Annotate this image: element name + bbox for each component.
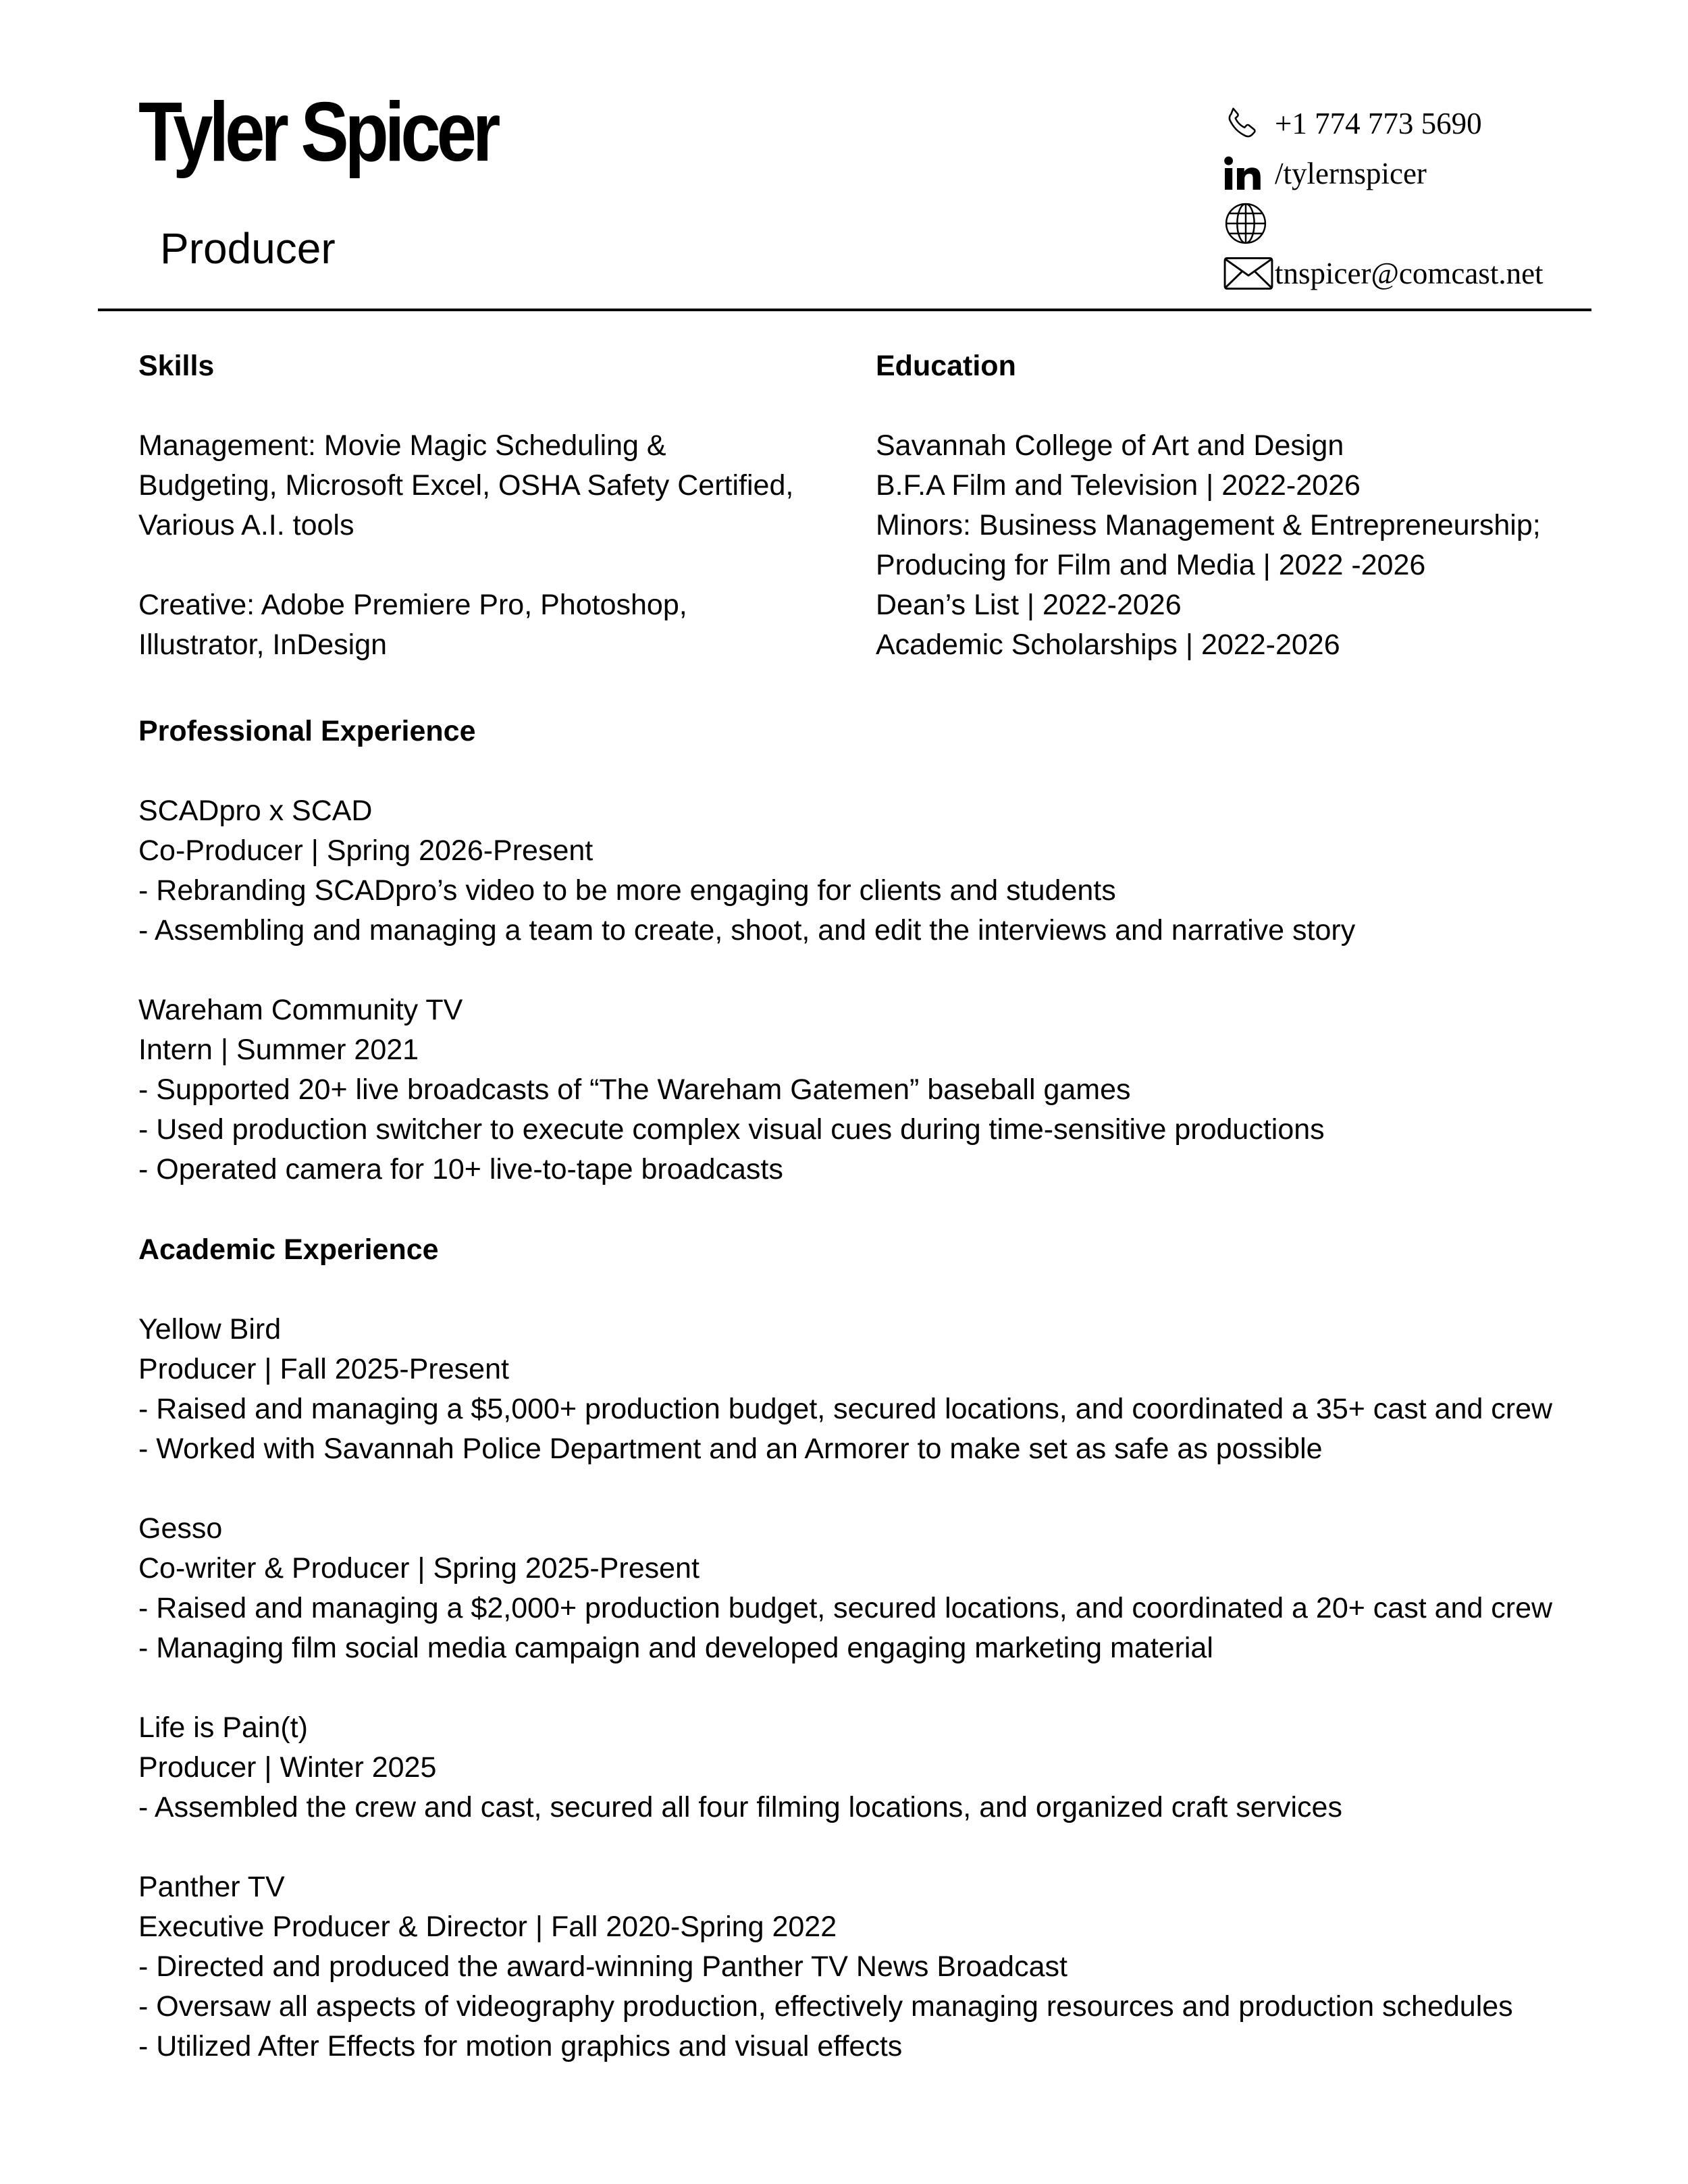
- entry-org: Wareham Community TV: [138, 994, 463, 1026]
- experience-entry-gesso: [138, 1509, 1664, 1668]
- entry-org: Panther TV: [138, 1871, 285, 1903]
- entry-bullet: - Worked with Savannah Police Department and an Armorer to make set as safe as possible: [138, 1433, 1323, 1465]
- skills-line: Various A.I. tools: [138, 509, 354, 541]
- entry-bullet: - Raised and managing a $5,000+ production budget, secured locations, and coordinated a 35+ cast and crew: [138, 1393, 1553, 1425]
- education-line: Dean’s List | 2022-2026: [876, 589, 1182, 621]
- education-line: Academic Scholarships | 2022-2026: [876, 629, 1340, 661]
- entry-title: Executive Producer & Director | Fall 2020-Spring 2022: [138, 1911, 837, 1943]
- education-line: Producing for Film and Media | 2022 -2026: [876, 549, 1426, 581]
- linkedin-handle[interactable]: /tylernspicer: [1275, 157, 1427, 190]
- phone-icon: [1223, 103, 1275, 144]
- mail-icon: [1223, 252, 1275, 294]
- experience-sections: [138, 712, 1664, 2067]
- applicant-role: Producer: [160, 224, 336, 273]
- entry-title: Co-writer & Producer | Spring 2025-Present: [138, 1552, 700, 1584]
- entry-bullet: - Used production switcher to execute complex visual cues during time-sensitive productions: [138, 1113, 1325, 1146]
- contact-email: [1223, 248, 1544, 298]
- entry-bullet: - Supported 20+ live broadcasts of “The Wareham Gatemen” baseball games: [138, 1073, 1131, 1106]
- entry-title: Co-Producer | Spring 2026-Present: [138, 834, 594, 867]
- entry-bullet: - Operated camera for 10+ live-to-tape broadcasts: [138, 1153, 783, 1186]
- skills-line: Illustrator, InDesign: [138, 629, 388, 661]
- experience-entry-yellow-bird: [138, 1310, 1664, 1469]
- header-divider: [98, 309, 1591, 311]
- entry-bullet: - Utilized After Effects for motion graphics and visual effects: [138, 2030, 903, 2062]
- skills-heading: Skills: [138, 350, 215, 382]
- education-line: Minors: Business Management & Entrepreneurship;: [876, 509, 1541, 541]
- skills-section: [138, 346, 847, 665]
- experience-entry-scadpro: [138, 791, 1664, 951]
- entry-bullet: - Managing film social media campaign and developed engaging marketing material: [138, 1632, 1213, 1664]
- professional-heading: Professional Experience: [138, 715, 476, 747]
- entry-title: Intern | Summer 2021: [138, 1034, 419, 1066]
- entry-bullet: - Raised and managing a $2,000+ production budget, secured locations, and coordinated a 20+ cast and crew: [138, 1592, 1553, 1624]
- contact-block: [1223, 99, 1544, 298]
- globe-icon: [1223, 203, 1275, 244]
- entry-bullet: - Assembling and managing a team to create, shoot, and edit the interviews and narrative story: [138, 914, 1356, 947]
- entry-title: Producer | Fall 2025-Present: [138, 1353, 509, 1385]
- education-section: [876, 346, 1652, 665]
- entry-bullet: - Directed and produced the award-winning Panther TV News Broadcast: [138, 1950, 1067, 1983]
- entry-bullet: - Rebranding SCADpro’s video to be more engaging for clients and students: [138, 874, 1116, 907]
- skills-line: Creative: Adobe Premiere Pro, Photoshop,: [138, 589, 687, 621]
- education-line: Savannah College of Art and Design: [876, 429, 1344, 462]
- education-line: B.F.A Film and Television | 2022-2026: [876, 469, 1361, 502]
- phone-number[interactable]: +1 774 773 5690: [1275, 107, 1482, 140]
- experience-entry-life-is-paint: [138, 1708, 1664, 1828]
- entry-org: Yellow Bird: [138, 1313, 282, 1346]
- skills-line: Management: Movie Magic Scheduling &: [138, 429, 666, 462]
- entry-bullet: - Oversaw all aspects of videography production, effectively managing resources and production schedules: [138, 1990, 1513, 2023]
- skills-line: Budgeting, Microsoft Excel, OSHA Safety Certified,: [138, 469, 794, 502]
- experience-entry-panther-tv: [138, 1867, 1664, 2067]
- applicant-name: Tyler Spicer: [138, 86, 497, 179]
- email-address[interactable]: tnspicer@comcast.net: [1275, 257, 1544, 290]
- linkedin-icon: [1223, 153, 1275, 194]
- contact-linkedin: [1223, 149, 1544, 198]
- entry-bullet: - Assembled the crew and cast, secured all four filming locations, and organized craft services: [138, 1791, 1342, 1823]
- entry-org: Life is Pain(t): [138, 1711, 308, 1744]
- entry-org: Gesso: [138, 1512, 223, 1545]
- contact-phone: [1223, 99, 1544, 149]
- entry-org: SCADpro x SCAD: [138, 795, 373, 827]
- education-heading: Education: [876, 350, 1016, 382]
- academic-heading: Academic Experience: [138, 1233, 439, 1266]
- entry-title: Producer | Winter 2025: [138, 1751, 437, 1784]
- experience-entry-wareham: [138, 990, 1664, 1190]
- contact-website: [1223, 198, 1544, 248]
